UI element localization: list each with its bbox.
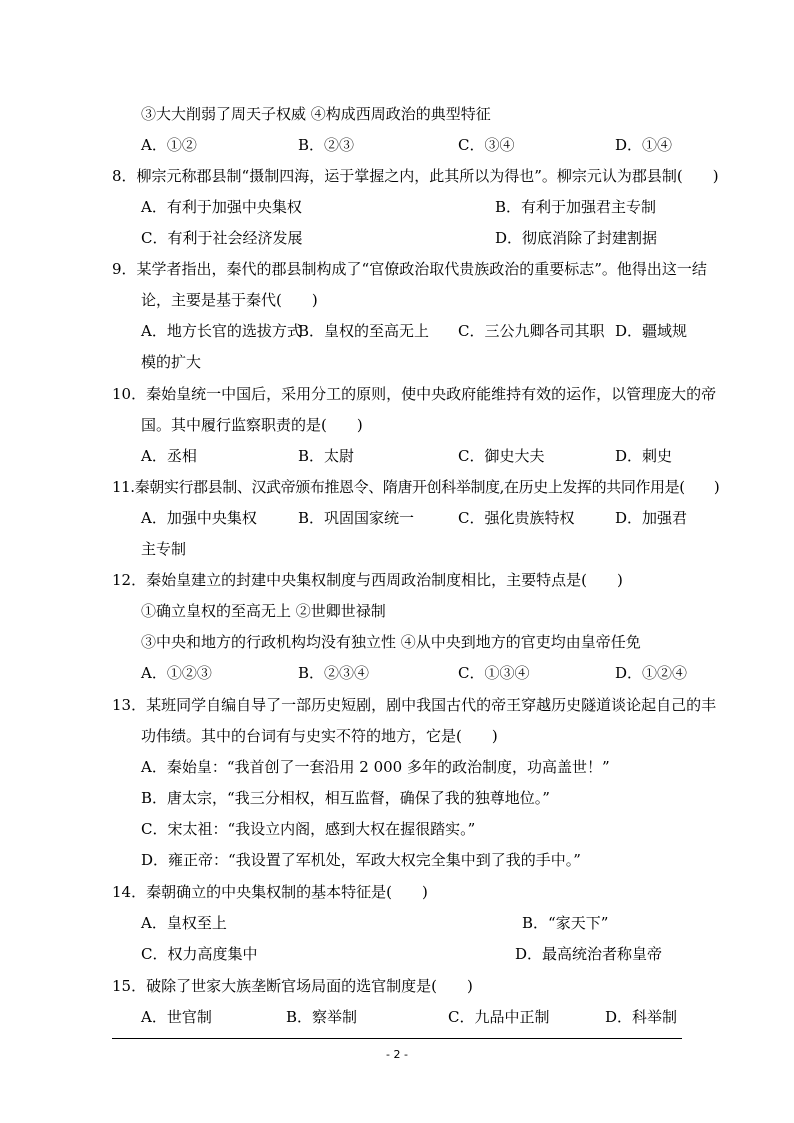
q13-option-b[interactable]: B．唐太宗，“我三分相权，相互监督，确保了我的独尊地位。”: [141, 789, 550, 807]
q13-option-a[interactable]: A．秦始皇：“我首创了一套沿用 2 000 多年的政治制度，功高盖世！”: [141, 758, 610, 776]
q9-option-d[interactable]: D．疆域规: [615, 322, 688, 340]
q14-option-a[interactable]: A．皇权至上: [141, 914, 227, 932]
q12-option-d[interactable]: D．①②④: [615, 664, 688, 682]
q12-stem: 12．秦始皇建立的封建中央集权制度与西周政治制度相比，主要特点是( ): [112, 571, 623, 589]
q15-option-d[interactable]: D．科举制: [605, 1008, 678, 1026]
q14-option-d[interactable]: D．最高统治者称皇帝: [515, 945, 663, 963]
q9-option-c[interactable]: C．三公九卿各司其职: [458, 322, 605, 340]
q10-stem-line2: 国。其中履行监察职责的是( ): [141, 416, 363, 434]
q9-stem-line1: 9．某学者指出，秦代的郡县制构成了“官僚政治取代贵族政治的重要标志”。他得出这一结: [112, 260, 707, 278]
q8-option-c[interactable]: C．有利于社会经济发展: [141, 229, 303, 247]
q12-option-a[interactable]: A．①②③: [141, 664, 212, 682]
q10-option-a[interactable]: A．丞相: [141, 447, 197, 465]
q14-option-b[interactable]: B．“家天下”: [522, 914, 609, 932]
q7-statement-line: ③大大削弱了周天子权威 ④构成西周政治的典型特征: [141, 105, 491, 123]
q14-stem: 14．秦朝确立的中央集权制的基本特征是( ): [112, 883, 428, 901]
q9-stem-line2: 论，主要是基于秦代( ): [141, 291, 318, 309]
q8-option-a[interactable]: A．有利于加强中央集权: [141, 198, 302, 216]
q7-option-c[interactable]: C．③④: [458, 136, 515, 154]
q12-statement-line2: ③中央和地方的行政机构均没有独立性 ④从中央到地方的官吏均由皇帝任免: [141, 633, 641, 651]
q7-option-b[interactable]: B．②③: [298, 136, 355, 154]
q9-option-d-wrap: 模的扩大: [141, 353, 202, 371]
q11-option-c[interactable]: C．强化贵族特权: [458, 509, 575, 527]
q11-option-d[interactable]: D．加强君: [615, 509, 688, 527]
q12-statement-line1: ①确立皇权的至高无上 ②世卿世禄制: [141, 602, 386, 620]
q11-option-d-wrap: 主专制: [141, 540, 187, 558]
q14-option-c[interactable]: C．权力高度集中: [141, 945, 258, 963]
page-number: - 2 -: [386, 1048, 408, 1061]
q15-stem: 15．破除了世家大族垄断官场局面的选官制度是( ): [112, 977, 473, 995]
footer-divider: [112, 1038, 682, 1039]
q13-option-c[interactable]: C．宋太祖：“我设立内阁，感到大权在握很踏实。”: [141, 820, 476, 838]
q8-option-d[interactable]: D．彻底消除了封建割据: [495, 229, 658, 247]
q15-option-a[interactable]: A．世官制: [141, 1008, 212, 1026]
q9-option-b[interactable]: B．皇权的至高无上: [298, 322, 430, 340]
q8-stem: 8．柳宗元称郡县制“摄制四海，运于掌握之内，此其所以为得也”。柳宗元认为郡县制( ): [112, 167, 719, 185]
q15-option-b[interactable]: B．察举制: [286, 1008, 358, 1026]
q11-option-b[interactable]: B．巩固国家统一: [298, 509, 415, 527]
q7-option-d[interactable]: D．①④: [615, 136, 673, 154]
q10-option-b[interactable]: B．太尉: [298, 447, 355, 465]
q10-stem-line1: 10．秦始皇统一中国后，采用分工的原则，使中央政府能维持有效的运作，以管理庞大的帝: [112, 385, 717, 403]
q15-option-c[interactable]: C．九品中正制: [448, 1008, 550, 1026]
q8-option-b[interactable]: B．有利于加强君主专制: [495, 198, 657, 216]
q10-option-c[interactable]: C．御史大夫: [458, 447, 545, 465]
q12-option-b[interactable]: B．②③④: [298, 664, 370, 682]
q13-stem-line1: 13．某班同学自编自导了一部历史短剧，剧中我国古代的帝王穿越历史隧道谈论起自己的丰: [112, 696, 717, 714]
q10-option-d[interactable]: D．刺史: [615, 447, 673, 465]
q13-option-d[interactable]: D．雍正帝：“我设置了军机处，军政大权完全集中到了我的手中。”: [141, 851, 581, 869]
q13-stem-line2: 功伟绩。其中的台词有与史实不符的地方，它是( ): [141, 727, 498, 745]
q12-option-c[interactable]: C．①③④: [458, 664, 530, 682]
q9-option-a[interactable]: A．地方长官的选拔方式: [141, 322, 302, 340]
q7-option-a[interactable]: A．①②: [141, 136, 197, 154]
q11-stem: 11.秦朝实行郡县制、汉武帝颁布推恩令、隋唐开创科举制度,在历史上发挥的共同作用是( ): [112, 478, 720, 496]
q11-option-a[interactable]: A．加强中央集权: [141, 509, 257, 527]
